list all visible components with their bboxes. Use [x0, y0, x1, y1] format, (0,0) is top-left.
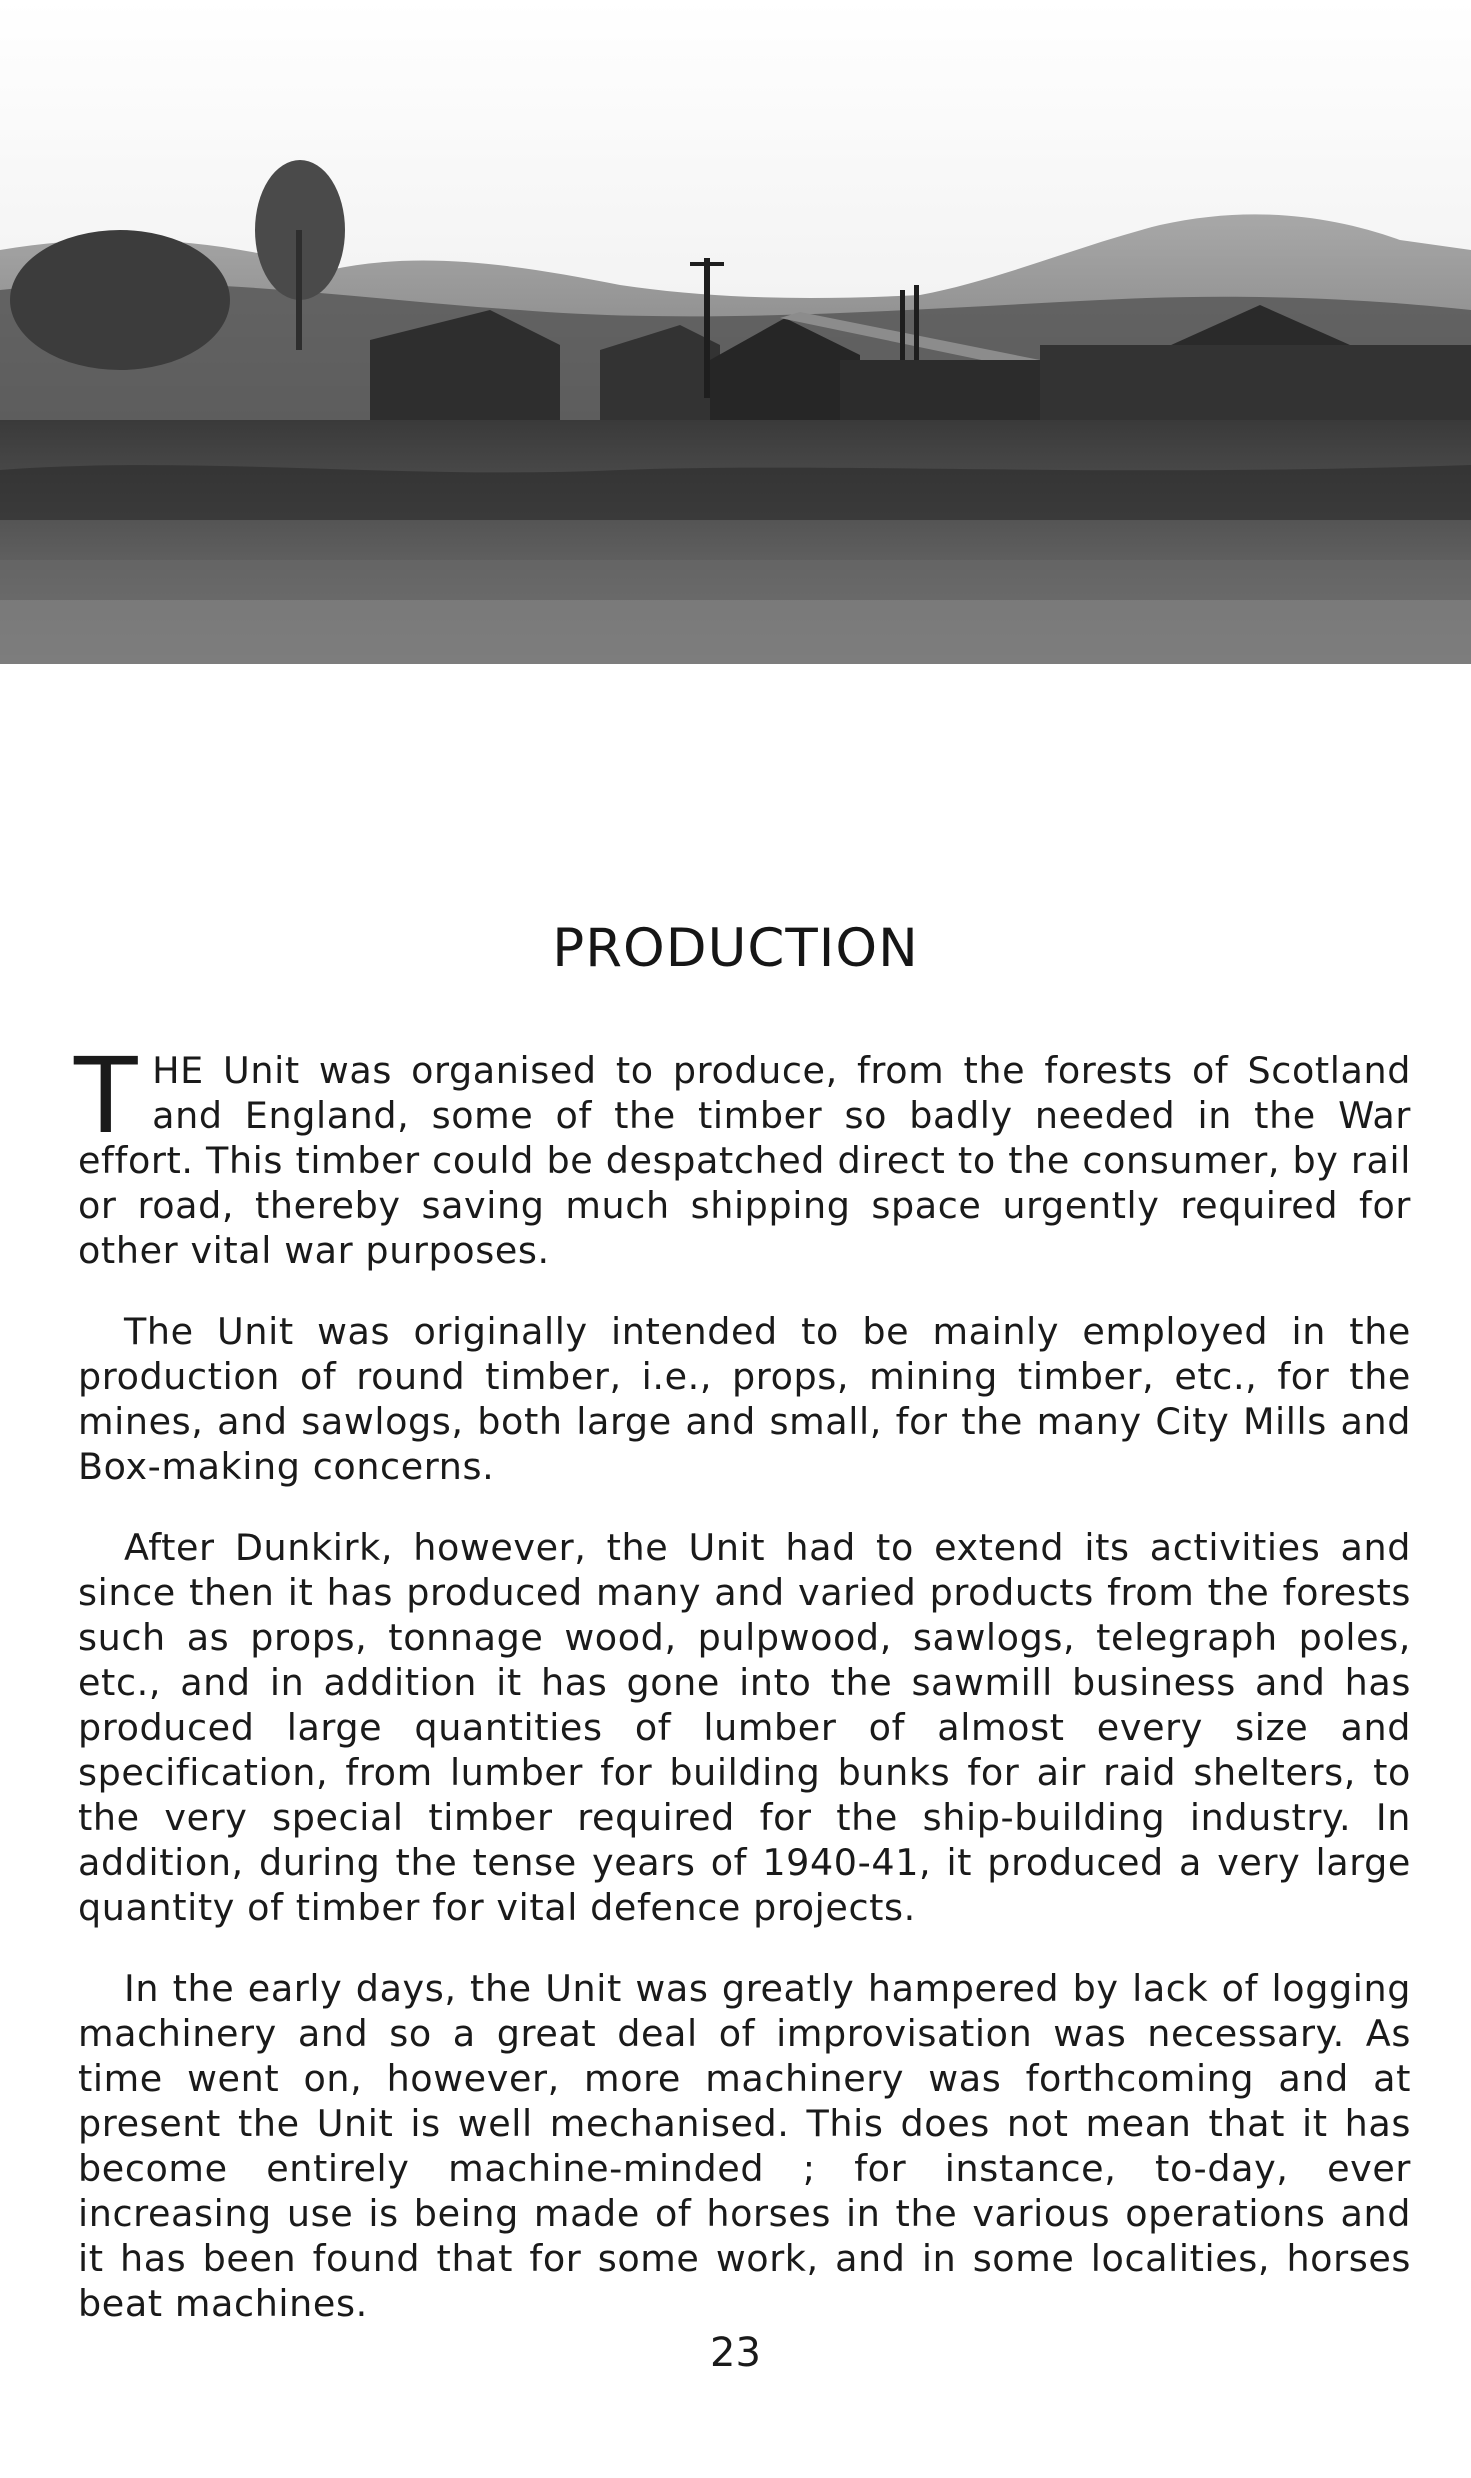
- drop-cap: T: [74, 1035, 139, 1157]
- paragraph-3: After Dunkirk, however, the Unit had to extend its activities and since then it has produced many and varied products from the forests such as props, tonnage wood, pulpwood, sawlogs, telegraph poles, etc., and in addition it has gone into the sawmill business and has produced large quantities of lumber of almost every size and specification, from lumber for building bunks for air raid shelters, to the very special timber required for the ship-building industry. In addition, during the tense years of 1940-41, it produced a very large quantity of timber for vital defence projects.: [78, 1526, 1411, 1929]
- paragraph-1-text: HE Unit was organised to produce, from the forests of Scotland and England, some of the timber so badly needed in the War effort. This timber could be despatched direct to the consumer, by rail or road, thereby saving much shipping space urgently required for other vital war purposes.: [78, 1049, 1411, 1272]
- page-number: 23: [710, 2330, 761, 2376]
- header-photograph: [0, 0, 1471, 664]
- page-title: PRODUCTION: [552, 918, 919, 979]
- article-body: [74, 1035, 1411, 2362]
- paragraph-1: [74, 1035, 1411, 1273]
- paragraph-4: In the early days, the Unit was greatly hampered by lack of logging machinery and so a great deal of improvisation was necessary. As time went on, however, more machinery was forthcoming and at present the Unit is well mechanised. This does not mean that it has become entirely machine-minded ; for instance, to-day, ever increasing use is being made of horses in the various operations and it has been found that for some work, and in some localities, horses beat machines.: [78, 1967, 1411, 2325]
- paragraph-2: The Unit was originally intended to be mainly employed in the production of round timber, i.e., props, mining timber, etc., for the mines, and sawlogs, both large and small, for the many City Mills and Box-making concerns.: [78, 1310, 1411, 1488]
